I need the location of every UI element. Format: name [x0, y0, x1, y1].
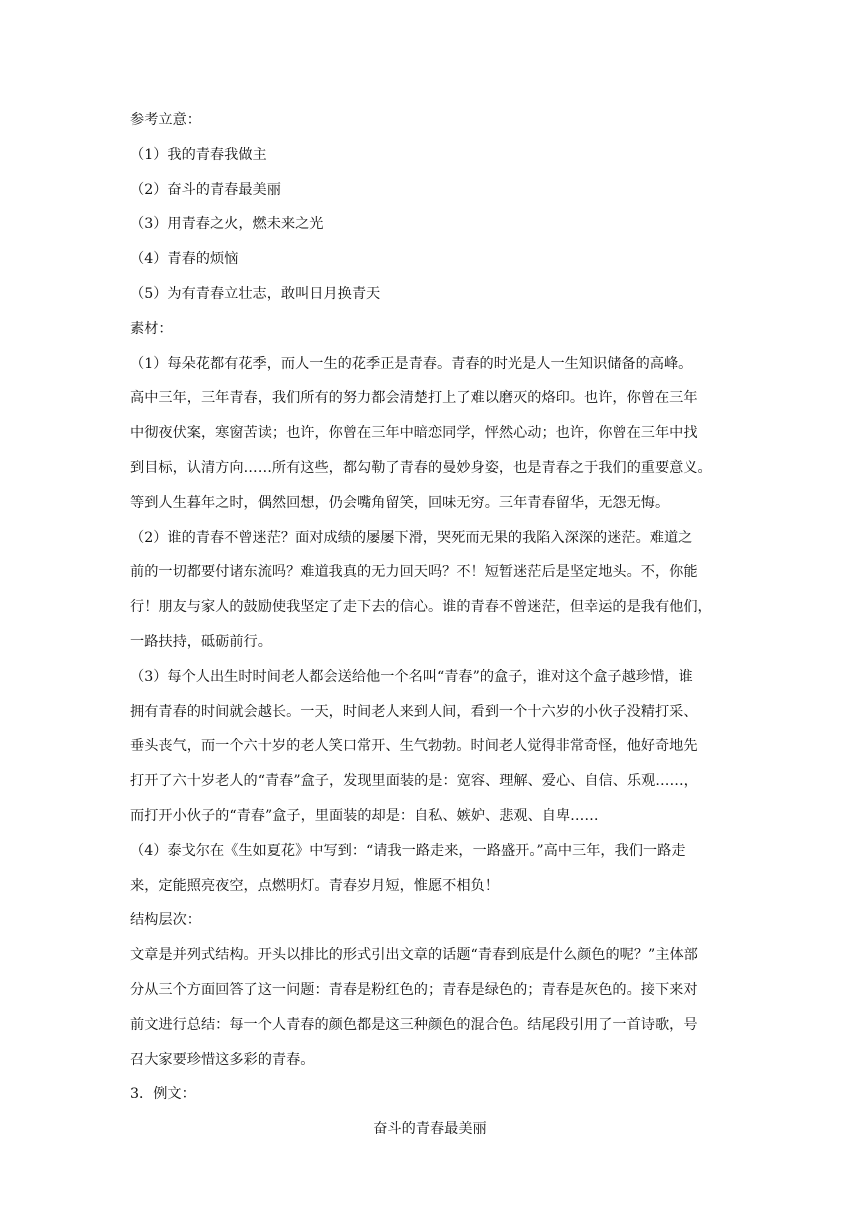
paragraph-line: 打开了六十岁老人的“青春”盒子，发现里面装的是：宽容、理解、爱心、自信、乐观……，: [130, 773, 698, 790]
document-body: [130, 108, 730, 1152]
idea-item: （2）奋斗的青春最美丽: [130, 181, 281, 198]
material-paragraph-4: [130, 839, 730, 898]
material-paragraph-2: [130, 526, 730, 654]
paragraph-line: （2）谁的青春不曾迷茫？面对成绩的屡屡下滑，哭死而无果的我陷入深深的迷茫。难道之: [130, 529, 693, 546]
paragraph-line: 行！朋友与家人的鼓励使我坚定了走下去的信心。谁的青春不曾迷茫，但幸运的是我有他们，: [130, 599, 712, 616]
material-paragraph-1: [130, 352, 730, 515]
material-paragraph-3: [130, 665, 730, 828]
paragraph-line: （3）每个人出生时时间老人都会送给他一个名叫“青春”的盒子，谁对这个盒子越珍惜，谁: [130, 668, 693, 685]
example-heading: 3．例文：: [130, 1086, 196, 1103]
paragraph-line: 来，定能照亮夜空，点燃明灯。青春岁月短，惟愿不相负！: [130, 877, 499, 894]
idea-item: （3）用青春之火，燃未来之光: [130, 216, 324, 233]
material-heading: 素材：: [130, 320, 173, 337]
structure-paragraph: [130, 943, 730, 1071]
paragraph-line: 文章是并列式结构。开头以排比的形式引出文章的话题“青春到底是什么颜色的呢？”主体部: [130, 947, 698, 964]
paragraph-line: 中彻夜伏案，寒窗苦读；也许，你曾在三年中暗恋同学，怦然心动；也许，你曾在三年中找: [130, 425, 698, 442]
paragraph-line: 一路扶持，砥砺前行。: [130, 633, 272, 650]
paragraph-line: 前的一切都要付诸东流吗？难道我真的无力回天吗？不！短暂迷茫后是坚定地头。不，你能: [130, 564, 698, 581]
paragraph-line: 到目标，认清方向……所有这些，都勾勒了青春的曼妙身姿，也是青春之于我们的重要意义。: [130, 459, 712, 476]
paragraph-line: 等到人生暮年之时，偶然回想，仍会嘴角留笑，回味无穷。三年青春留华，无怨无悔。: [130, 494, 670, 511]
ref-heading: 参考立意：: [130, 112, 201, 128]
paragraph-line: 高中三年，三年青春，我们所有的努力都会清楚打上了难以磨灭的烙印。也许，你曾在三年: [130, 390, 698, 407]
idea-item: （1）我的青春我做主: [130, 146, 267, 163]
paragraph-line: （4）泰戈尔在《生如夏花》中写到：“请我一路走来，一路盛开。”高中三年，我们一路走: [130, 842, 686, 859]
paragraph-line: 垂头丧气，而一个六十岁的老人笑口常开、生气勃勃。时间老人觉得非常奇怪，他好奇地先: [130, 738, 698, 755]
paragraph-line: （1）每朵花都有花季，而人一生的花季正是青春。青春的时光是人一生知识储备的高峰。: [130, 355, 693, 372]
paragraph-line: 拥有青春的时间就会越长。一天，时间老人来到人间，看到一个十六岁的小伙子没精打采、: [130, 703, 698, 720]
example-title: 奋斗的青春最美丽: [373, 1121, 487, 1138]
paragraph-line: 召大家要珍惜这多彩的青春。: [130, 1051, 315, 1068]
idea-item: （4）青春的烦恼: [130, 251, 239, 268]
idea-item: （5）为有青春立壮志，敢叫日月换青天: [130, 285, 381, 302]
paragraph-line: 分从三个方面回答了这一问题：青春是粉红色的；青春是绿色的；青春是灰色的。接下来对: [130, 981, 698, 998]
paragraph-line: 前文进行总结：每一个人青春的颜色都是这三种颜色的混合色。结尾段引用了一首诗歌，号: [130, 1016, 698, 1033]
structure-heading: 结构层次：: [130, 912, 201, 929]
paragraph-line: 而打开小伙子的“青春”盒子，里面装的却是：自私、嫉妒、悲观、自卑……: [130, 807, 599, 824]
